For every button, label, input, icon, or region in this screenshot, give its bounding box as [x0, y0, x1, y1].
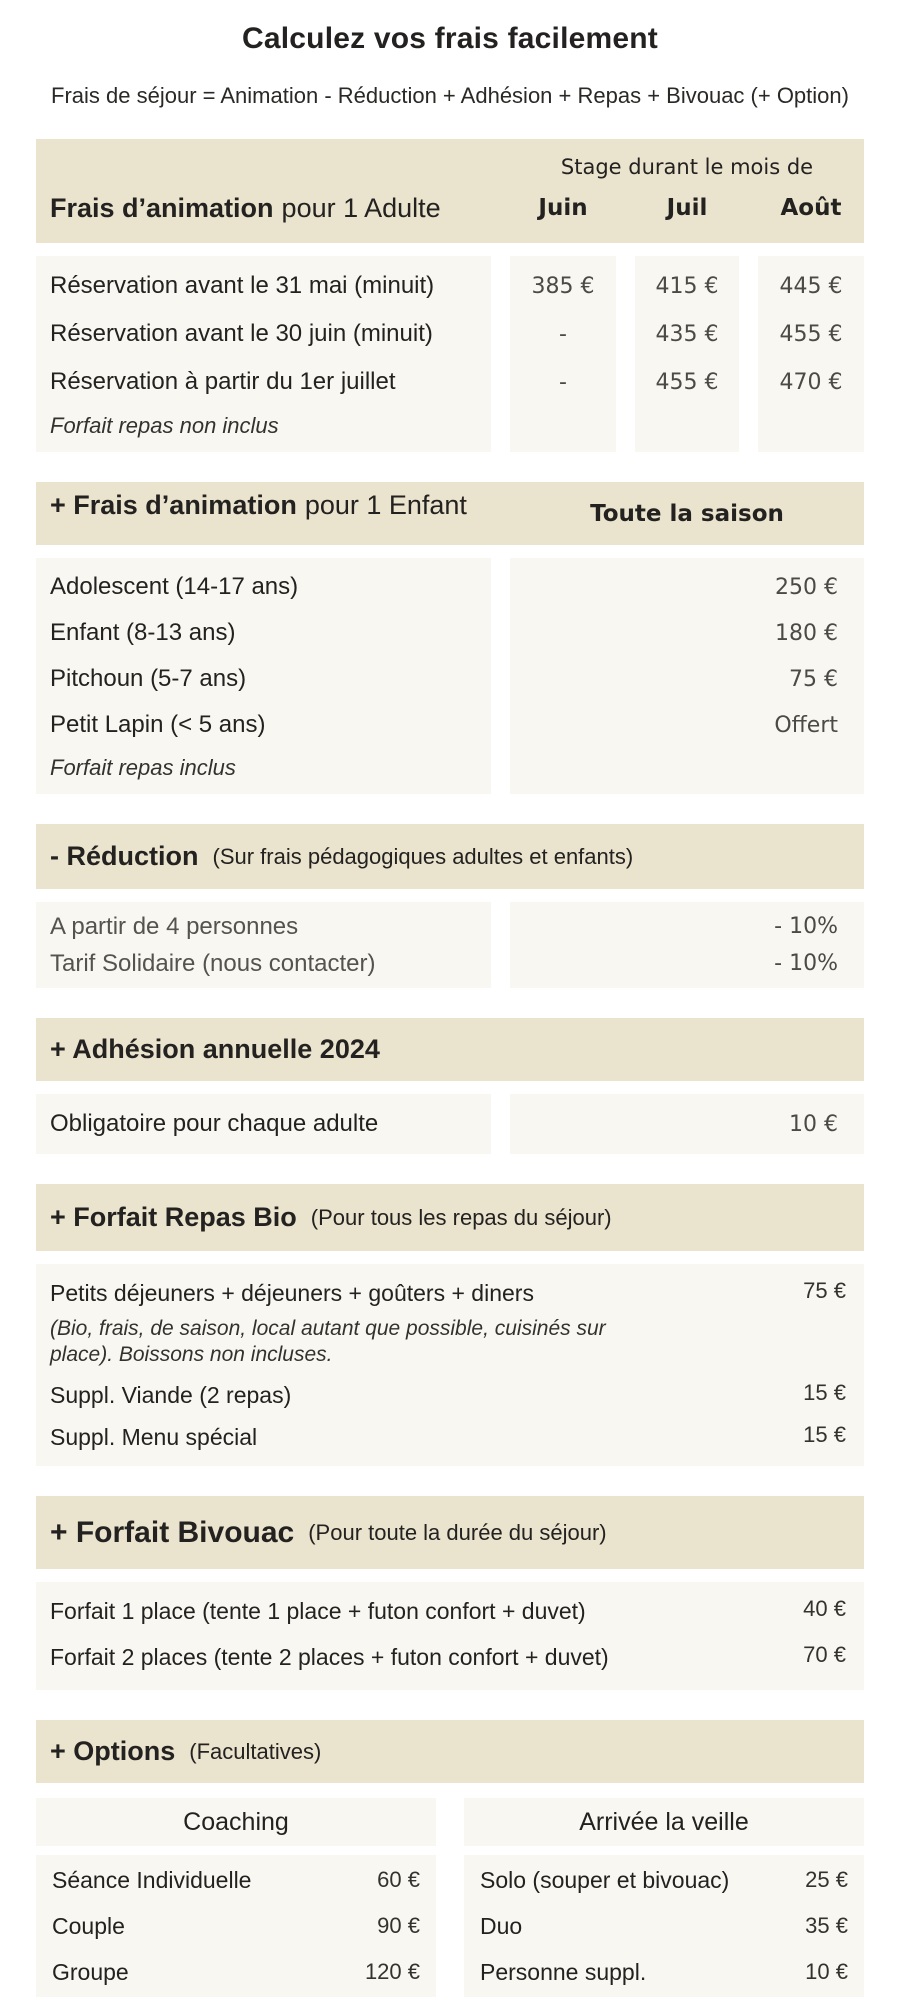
child-fees-body	[36, 558, 864, 794]
membership-title: + Adhésion annuelle 2024	[50, 1034, 380, 1064]
price-cell: 15 €	[803, 1422, 846, 1447]
membership-values	[510, 1094, 864, 1154]
reduction-header	[36, 824, 864, 889]
adult-fees-col-juil	[635, 256, 739, 452]
row-label: A partir de 4 personnes	[50, 912, 299, 940]
arrival-rows	[464, 1855, 864, 1997]
bivouac-row	[36, 1590, 864, 1636]
price-cell: 35 €	[805, 1913, 848, 1938]
row-label: Petits déjeuners + déjeuners + goûters + diners	[50, 1280, 534, 1306]
pricing-formula: Frais de séjour = Animation - Réduction + Adhésion + Repas + Bivouac (+ Option)	[51, 83, 849, 108]
month-header-juin: Juin	[538, 195, 588, 221]
row-label: Séance Individuelle	[52, 1866, 252, 1893]
option-row	[464, 1949, 864, 1995]
meals-section	[36, 1184, 864, 1466]
membership-body	[36, 1094, 864, 1154]
discount-cell: - 10%	[774, 951, 838, 976]
meals-note: (Bio, frais, de saison, local autant que possible, cuisinés sur place). Boissons non incluses.	[50, 1317, 606, 1366]
bivouac-title: + Forfait Bivouac	[50, 1515, 295, 1549]
adult-fees-header	[36, 139, 864, 243]
bivouac-row	[36, 1636, 864, 1682]
spacer	[758, 406, 864, 446]
price-cell: 435 €	[655, 321, 719, 347]
child-fees-note: Forfait repas inclus	[50, 755, 236, 780]
row-label: Pitchoun (5-7 ans)	[50, 665, 247, 692]
price-cell: 470 €	[779, 369, 843, 395]
month-header-aout: Août	[780, 195, 842, 221]
row-label: Personne suppl.	[480, 1958, 647, 1985]
options-section	[36, 1720, 864, 1997]
row-label: Suppl. Menu spécial	[50, 1424, 258, 1450]
option-row	[36, 1949, 436, 1995]
price-cell: 90 €	[377, 1913, 420, 1938]
row-label: Suppl. Viande (2 repas)	[50, 1382, 292, 1408]
arrival-table	[464, 1798, 864, 1997]
meals-main-row	[36, 1272, 864, 1314]
bivouac-section	[36, 1496, 864, 1690]
price-cell: 10 €	[805, 1959, 848, 1984]
row-label: Solo (souper et bivouac)	[480, 1866, 730, 1893]
price-cell: 60 €	[377, 1867, 420, 1892]
options-body	[36, 1798, 864, 1997]
row-label: Duo	[480, 1912, 523, 1939]
row-label: Adolescent (14-17 ans)	[50, 573, 299, 600]
membership-section	[36, 1018, 864, 1154]
child-fees-header	[36, 482, 864, 545]
child-fees-values	[510, 558, 864, 794]
meals-title: + Forfait Repas Bio	[50, 1202, 297, 1232]
option-row	[36, 1857, 436, 1903]
bivouac-subtitle: (Pour toute la durée du séjour)	[308, 1519, 607, 1545]
meals-subtitle: (Pour tous les repas du séjour)	[310, 1204, 612, 1230]
option-row	[464, 1903, 864, 1949]
coaching-table	[36, 1798, 436, 1997]
spacer	[510, 406, 616, 446]
coaching-rows	[36, 1855, 436, 1997]
page-title: Calculez vos frais facilement	[242, 22, 658, 55]
options-title: + Options	[50, 1736, 176, 1766]
child-fees-title-normal: pour 1 Enfant	[304, 489, 467, 520]
row-label: Forfait 1 place (tente 1 place + futon confort + duvet)	[50, 1598, 586, 1624]
reduction-values	[510, 902, 864, 988]
options-subtitle: (Facultatives)	[189, 1738, 322, 1764]
child-fees-section	[36, 482, 864, 794]
adult-fees-col-juin	[510, 256, 616, 452]
price-cell: 385 €	[531, 273, 595, 299]
price-cell: 25 €	[805, 1867, 848, 1892]
header-spacer	[36, 149, 491, 185]
adult-fees-section	[36, 139, 864, 452]
option-row	[36, 1903, 436, 1949]
reduction-section	[36, 824, 864, 988]
row-label: Obligatoire pour chaque adulte	[50, 1110, 379, 1137]
price-cell: 445 €	[779, 273, 843, 299]
price-cell: Offert	[774, 712, 838, 738]
row-label: Petit Lapin (< 5 ans)	[50, 711, 266, 738]
adult-fees-col-aout	[758, 256, 864, 452]
price-cell: 250 €	[775, 574, 838, 600]
price-cell: 10 €	[789, 1111, 838, 1137]
bivouac-body	[36, 1582, 864, 1690]
adult-fees-title-bold: Frais d’animation	[50, 192, 274, 223]
meals-header	[36, 1184, 864, 1251]
membership-header	[36, 1018, 864, 1081]
child-fees-title-bold: + Frais d’animation	[50, 489, 297, 520]
price-cell: 455 €	[655, 369, 719, 395]
price-cell: 415 €	[655, 273, 719, 299]
adult-fees-title-normal: pour 1 Adulte	[281, 192, 441, 223]
price-cell: 40 €	[803, 1596, 846, 1621]
price-cell: 75 €	[803, 1278, 846, 1303]
row-label: Tarif Solidaire (nous contacter)	[50, 949, 376, 977]
meals-row	[36, 1374, 864, 1416]
price-cell: 455 €	[779, 321, 843, 347]
price-cell: -	[559, 369, 567, 395]
month-header-juil: Juil	[666, 195, 708, 221]
price-cell: 15 €	[803, 1380, 846, 1405]
discount-cell: - 10%	[774, 914, 838, 939]
meals-row	[36, 1416, 864, 1458]
row-label: Réservation avant le 31 mai (minuit)	[50, 272, 435, 299]
child-fees-labels	[36, 558, 491, 794]
spacer	[635, 406, 739, 446]
arrival-header: Arrivée la veille	[464, 1798, 864, 1846]
adult-fees-note: Forfait repas non inclus	[50, 413, 279, 438]
price-cell: 120 €	[364, 1959, 420, 1984]
options-header	[36, 1720, 864, 1783]
row-label: Forfait 2 places (tente 2 places + futon confort + duvet)	[50, 1644, 609, 1670]
price-cell: 70 €	[803, 1642, 846, 1667]
spacer	[510, 748, 864, 788]
price-cell: 75 €	[789, 666, 838, 692]
adult-fees-body	[36, 256, 864, 452]
row-label: Enfant (8-13 ans)	[50, 619, 236, 646]
reduction-body	[36, 902, 864, 988]
row-label: Réservation à partir du 1er juillet	[50, 368, 396, 395]
row-label: Couple	[52, 1912, 125, 1939]
reduction-labels	[36, 902, 491, 988]
price-cell: -	[559, 321, 567, 347]
membership-labels	[36, 1094, 491, 1154]
months-caption: Stage durant le mois de	[560, 155, 814, 179]
season-header: Toute la saison	[590, 500, 784, 527]
adult-fees-title	[36, 185, 491, 231]
row-label: Réservation avant le 30 juin (minuit)	[50, 320, 433, 347]
child-fees-title	[36, 482, 491, 528]
coaching-header: Coaching	[36, 1798, 436, 1846]
adult-fees-labels	[36, 256, 491, 452]
reduction-title: - Réduction	[50, 841, 199, 871]
meals-body	[36, 1264, 864, 1466]
row-label: Groupe	[52, 1958, 129, 1985]
reduction-subtitle: (Sur frais pédagogiques adultes et enfants)	[212, 843, 634, 869]
option-row	[464, 1857, 864, 1903]
bivouac-header	[36, 1496, 864, 1569]
price-cell: 180 €	[775, 620, 838, 646]
